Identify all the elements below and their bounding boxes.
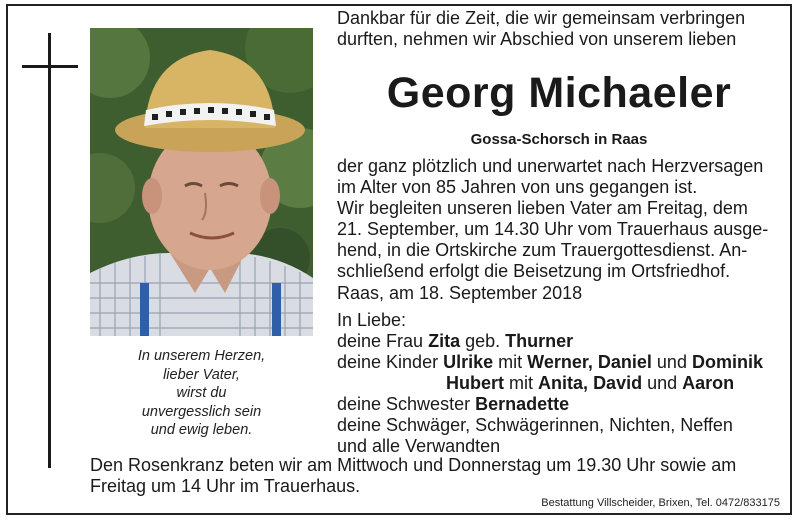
family-list	[337, 310, 787, 457]
caption-line: unvergesslich sein	[141, 403, 262, 420]
announcement-text	[337, 156, 787, 282]
family-wife: deine Frau Zita geb. Thurner	[337, 331, 574, 351]
body-line: der ganz plötzlich und unerwartet nach Herzversagen	[337, 156, 764, 176]
body-line: Wir begleiten unseren lieben Vater am Freitag, dem	[337, 198, 748, 218]
place-date: Raas, am 18. September 2018	[337, 283, 583, 303]
intro-line: Dankbar für die Zeit, die wir gemeinsam verbringen	[337, 8, 746, 28]
body-line: schließend erfolgt die Beisetzung im Ortsfriedhof.	[337, 261, 731, 281]
memorial-caption	[90, 347, 313, 440]
intro-text	[337, 8, 787, 50]
body-line: im Alter von 85 Jahren von uns gegangen ist.	[337, 177, 698, 197]
deceased-nickname: Gossa-Schorsch in Raas	[470, 131, 648, 148]
family-sister: deine Schwester Bernadette	[337, 394, 570, 414]
caption-line: In unserem Herzen,	[137, 348, 266, 364]
caption-line: lieber Vater,	[163, 366, 240, 383]
caption-line: wirst du	[176, 385, 227, 401]
funeral-home-credit: Bestattung Villscheider, Brixen, Tel. 0472/833175	[541, 497, 780, 509]
body-line: 21. September, um 14.30 Uhr vom Trauerhaus ausge-	[337, 219, 769, 239]
family-inlaws: deine Schwäger, Schwägerinnen, Nichten, Neffen	[337, 415, 733, 435]
deceased-name: Georg Michaeler	[386, 69, 732, 117]
family-relatives: und alle Verwandten	[337, 436, 501, 456]
family-heading: In Liebe:	[337, 310, 407, 330]
rosary-notice	[90, 455, 790, 497]
portrait-photo	[90, 28, 313, 336]
body-line: hend, in die Ortskirche zum Trauergottesdienst. An-	[337, 240, 748, 260]
rosary-line: Freitag um 14 Uhr im Trauerhaus.	[90, 476, 361, 496]
family-children: deine Kinder Ulrike mit Werner, Daniel und Dominik	[337, 352, 763, 372]
caption-line: und ewig leben.	[150, 422, 253, 438]
family-grandchildren: Hubert mit Anita, David und Aaron	[446, 373, 735, 393]
rosary-line: Den Rosenkranz beten wir am Mittwoch und Donnerstag um 19.30 Uhr sowie am	[90, 455, 737, 475]
intro-line: durften, nehmen wir Abschied von unserem lieben	[337, 29, 737, 49]
